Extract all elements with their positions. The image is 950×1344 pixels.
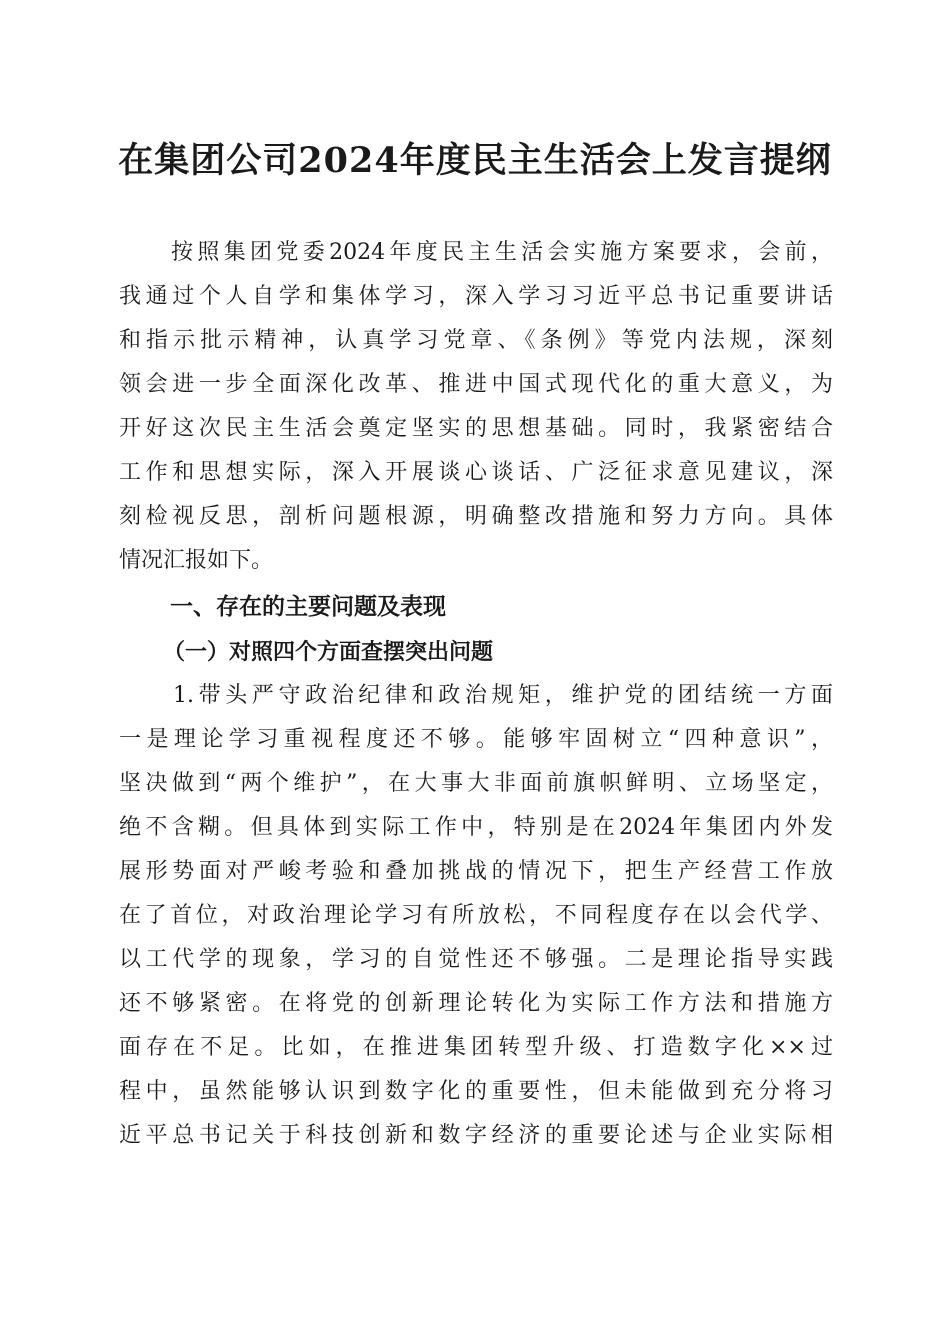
body-line-5: 展形势面对严峻考验和叠加挑战的情况下，把生产经营工作放 [119,859,833,884]
intro-line-7: 刻检视反思，剖析问题根源，明确整改措施和努力方向。具体 [119,504,833,529]
body-line-4: 绝不含糊。但具体到实际工作中，特别是在2024年集团内外发 [119,815,833,840]
body-line-2: 一是理论学习重视程度还不够。能够牢固树立“四种意识”， [119,727,833,752]
subsection-heading: （一）对照四个方面查摆突出问题 [163,639,494,665]
intro-line-6: 工作和思想实际，深入开展谈心谈话、广泛征求意见建议，深 [119,460,833,485]
intro-line-3: 和指示批示精神，认真学习党章、《条例》等党内法规，深刻 [119,328,833,353]
intro-line-5: 开好这次民主生活会奠定坚实的思想基础。同时，我紧密结合 [119,416,833,441]
intro-line-2: 我通过个人自学和集体学习，深入学习习近平总书记重要讲话 [119,284,833,309]
body-line-8: 还不够紧密。在将党的创新理论转化为实际工作方法和措施方 [119,991,833,1016]
body-line-10: 程中，虽然能够认识到数字化的重要性，但未能做到充分将习 [119,1079,833,1104]
body-line-7: 以工代学的现象，学习的自觉性还不够强。二是理论指导实践 [119,947,833,972]
body-line-9: 面存在不足。比如，在推进集团转型升级、打造数字化××过 [119,1035,833,1060]
intro-line-1: 按照集团党委2024年度民主生活会实施方案要求，会前， [171,240,833,265]
body-line-3: 坚决做到“两个维护”，在大事大非面前旗帜鲜明、立场坚定， [119,771,833,796]
body-line-11: 近平总书记关于科技创新和数字经济的重要论述与企业实际相 [119,1123,833,1148]
intro-line-4: 领会进一步全面深化改革、推进中国式现代化的重大意义，为 [119,372,833,397]
intro-line-8: 情况汇报如下。 [119,548,274,573]
body-line-1: 1.带头严守政治纪律和政治规矩，维护党的团结统一方面 [173,683,833,708]
document-title: 在集团公司2024年度民主生活会上发言提纲 [118,140,832,181]
section-heading: 一、存在的主要问题及表现 [170,594,446,620]
body-line-6: 在了首位，对政治理论学习有所放松，不同程度存在以会代学、 [119,903,833,928]
